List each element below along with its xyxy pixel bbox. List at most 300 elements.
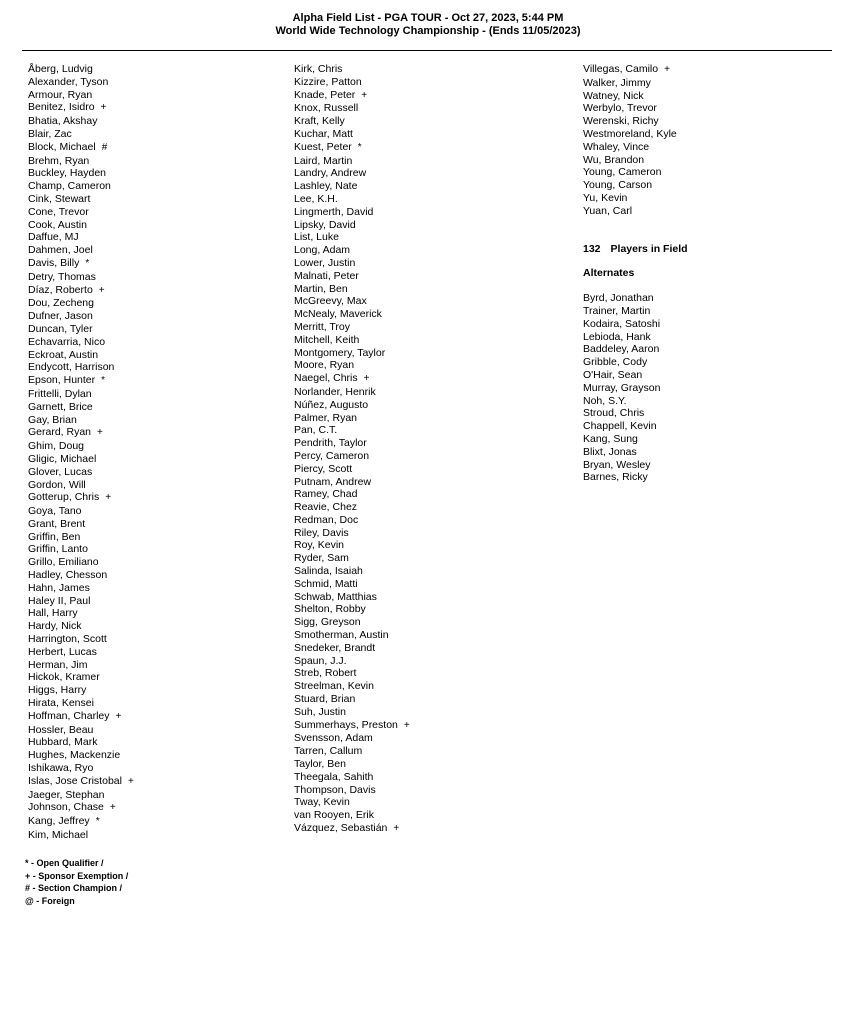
list-item [28, 231, 134, 244]
list-item [294, 128, 410, 141]
players-in-field-label: Players in Field [610, 242, 688, 255]
alternate-item: O'Hair, Sean [583, 368, 643, 381]
player-name: Walker, Jimmy [583, 76, 651, 89]
list-item [294, 308, 410, 321]
list-item [28, 646, 134, 659]
list-item [28, 466, 134, 479]
list-item [294, 732, 410, 745]
player-name: Snedeker, Brandt [294, 641, 376, 654]
player-name: Benitez, Isidro [28, 101, 95, 114]
list-item [28, 167, 134, 180]
entry-status-mark: + [403, 719, 410, 731]
legend-item: @ - Foreign [25, 895, 75, 906]
list-item [28, 244, 134, 257]
player-name: Cone, Trevor [28, 205, 89, 218]
list-item [583, 141, 688, 154]
list-item [28, 155, 134, 168]
header-divider [22, 50, 832, 51]
list-item [294, 219, 410, 232]
list-item [294, 89, 410, 103]
player-name: Percy, Cameron [294, 449, 370, 462]
player-name: Yuan, Carl [583, 204, 633, 217]
player-name: Åberg, Ludvig [28, 63, 93, 75]
list-item [28, 257, 134, 271]
list-item [294, 758, 410, 771]
list-item [294, 167, 410, 180]
player-name: Westmoreland, Kyle [583, 127, 677, 140]
list-item [294, 295, 410, 308]
list-item [28, 724, 134, 737]
alternate-item: Blixt, Jonas [583, 445, 637, 458]
list-item [28, 829, 134, 842]
player-name: Spaun, J.J. [294, 654, 347, 667]
player-name: Naegel, Chris [294, 372, 358, 385]
player-name: Lingmerth, David [294, 205, 374, 218]
list-item [583, 154, 688, 167]
list-item [294, 616, 410, 629]
list-item [294, 501, 410, 514]
player-name: Werbylo, Trevor [583, 102, 657, 115]
player-name: Armour, Ryan [28, 88, 93, 101]
list-item [294, 270, 410, 283]
list-item [294, 578, 410, 591]
player-name: Gay, Brian [28, 413, 77, 426]
player-name: Young, Cameron [583, 166, 662, 179]
list-item [28, 531, 134, 544]
legend-item: # - Section Champion / [25, 883, 123, 893]
player-name: Bhatia, Akshay [28, 115, 98, 128]
player-name: Shelton, Robby [294, 603, 366, 616]
list-item [28, 401, 134, 414]
alternates-heading: Alternates [583, 267, 635, 280]
alternate-item: Noh, S.Y. [583, 394, 627, 407]
entry-status-mark: + [664, 64, 670, 75]
entry-status-mark: # [101, 141, 108, 153]
list-item [294, 347, 410, 360]
list-item [294, 629, 410, 642]
list-item [28, 479, 134, 492]
player-name: Piercy, Scott [294, 462, 353, 475]
list-item [28, 219, 134, 232]
list-item [28, 582, 134, 595]
list-item [28, 710, 134, 724]
list-item [28, 336, 134, 349]
alternate-item: Murray, Grayson [583, 381, 661, 394]
player-name: Gerard, Ryan [28, 426, 92, 439]
list-item [583, 192, 688, 205]
player-name: Griffin, Lanto [28, 543, 88, 556]
list-item [294, 706, 410, 719]
player-name: Tway, Kevin [294, 796, 350, 809]
list-item [294, 552, 410, 565]
player-name: Malnati, Peter [294, 269, 359, 282]
player-name: van Rooyen, Erik [294, 809, 374, 822]
list-item [28, 453, 134, 466]
player-name: Thompson, Davis [294, 783, 376, 796]
player-name: Cink, Stewart [28, 192, 91, 205]
list-item [28, 271, 134, 284]
list-item [294, 450, 410, 463]
player-name: Ryder, Sam [294, 552, 349, 565]
player-name: Hall, Harry [28, 607, 78, 620]
player-column-2 [294, 63, 410, 836]
list-item [583, 166, 688, 179]
list-item [294, 463, 410, 476]
player-name: Kraft, Kelly [294, 115, 345, 128]
player-name: Higgs, Harry [28, 684, 87, 697]
list-item [294, 244, 410, 257]
list-item [294, 334, 410, 347]
list-item [294, 719, 410, 733]
list-item [28, 426, 134, 440]
player-name: Yu, Kevin [583, 191, 628, 204]
player-name: Watney, Nick [583, 89, 644, 102]
player-name: Hoffman, Charley [28, 709, 110, 722]
legend-item: + - Sponsor Exemption / [25, 870, 129, 881]
legend-item: * - Open Qualifier / [25, 858, 104, 868]
list-item [294, 771, 410, 784]
player-name: Grant, Brent [28, 517, 86, 530]
player-name: Svensson, Adam [294, 732, 373, 745]
list-item [28, 310, 134, 323]
list-item [28, 361, 134, 374]
player-name: Goya, Tano [28, 505, 82, 518]
list-item [294, 796, 410, 809]
player-name: Blair, Zac [28, 127, 72, 140]
player-name: Garnett, Brice [28, 400, 93, 413]
player-name: Ramey, Chad [294, 488, 358, 501]
list-item [294, 693, 410, 706]
list-item [294, 514, 410, 527]
list-item [294, 193, 410, 206]
player-name: Kizzire, Patton [294, 75, 362, 88]
players-in-field [583, 243, 688, 256]
player-name: Landry, Andrew [294, 167, 367, 180]
list-item [28, 180, 134, 193]
player-name: Stuard, Brian [294, 693, 356, 706]
alternate-item: Bryan, Wesley [583, 458, 651, 471]
player-name: Eckroat, Austin [28, 348, 99, 361]
header-subtitle: World Wide Technology Championship - (Ends 11/05/2023) [275, 25, 581, 37]
player-name: Redman, Doc [294, 513, 359, 526]
player-column-3 [583, 63, 688, 484]
list-item [28, 141, 134, 155]
legend [25, 857, 128, 907]
player-name: Frittelli, Dylan [28, 387, 92, 400]
list-item [294, 359, 410, 372]
player-name: Schmid, Matti [294, 577, 358, 590]
player-name: Hardy, Nick [28, 620, 82, 633]
player-name: Summerhays, Preston [294, 718, 398, 731]
entry-status-mark: * [85, 257, 90, 269]
player-column-1 [28, 63, 134, 842]
player-name: Streelman, Kevin [294, 680, 374, 693]
list-item [294, 424, 410, 437]
player-name: Duncan, Tyler [28, 322, 93, 335]
list-item [294, 283, 410, 296]
player-name: Kang, Jeffrey [28, 815, 90, 828]
list-item [294, 603, 410, 616]
entry-status-mark: + [361, 89, 368, 101]
list-item [294, 231, 410, 244]
list-item [294, 591, 410, 604]
list-item [294, 539, 410, 552]
list-item [28, 620, 134, 633]
list-item [294, 412, 410, 425]
list-item [28, 671, 134, 684]
entry-status-mark: * [95, 816, 100, 828]
list-item [28, 63, 134, 76]
alternate-item: Barnes, Ricky [583, 471, 648, 484]
player-name: Vázquez, Sebastián [294, 822, 388, 835]
player-name: Kuest, Peter [294, 140, 352, 153]
list-item [28, 518, 134, 531]
player-name: Herman, Jim [28, 658, 88, 671]
player-name: Haley II, Paul [28, 594, 91, 607]
player-name: Lashley, Nate [294, 180, 358, 193]
player-name: Roy, Kevin [294, 539, 344, 552]
player-name: Grillo, Emiliano [28, 556, 99, 569]
list-item [28, 115, 134, 128]
list-item [28, 762, 134, 775]
player-name: Young, Carson [583, 179, 653, 192]
player-name: Herbert, Lucas [28, 645, 97, 658]
list-item [583, 205, 688, 218]
player-name: Block, Michael [28, 140, 96, 153]
player-name: Islas, Jose Cristobal [28, 774, 122, 787]
list-item [28, 206, 134, 219]
player-name: Lower, Justin [294, 256, 356, 269]
list-item [294, 667, 410, 680]
list-item [28, 569, 134, 582]
alternate-item: Stroud, Chris [583, 407, 645, 420]
player-name: Schwab, Matthias [294, 590, 377, 603]
player-name: Palmer, Ryan [294, 411, 358, 424]
player-name: Pan, C.T. [294, 424, 338, 437]
list-item [294, 784, 410, 797]
players-in-field-count: 132 [583, 242, 601, 255]
player-name: Hossler, Beau [28, 723, 94, 736]
list-item [28, 297, 134, 310]
list-item [28, 505, 134, 518]
player-name: Díaz, Roberto [28, 283, 93, 296]
entry-status-mark: + [127, 775, 134, 787]
entry-status-mark: + [98, 284, 105, 296]
list-item [28, 491, 134, 505]
player-name: Hickok, Kramer [28, 671, 100, 684]
list-item [28, 607, 134, 620]
player-name: Werenski, Richy [583, 115, 659, 128]
list-item [294, 527, 410, 540]
player-name: Dou, Zecheng [28, 297, 94, 310]
list-item [28, 89, 134, 102]
list-item [294, 399, 410, 412]
list-item [583, 77, 688, 90]
list-item [28, 556, 134, 569]
player-name: Norlander, Henrik [294, 385, 376, 398]
player-name: Davis, Billy [28, 256, 80, 269]
player-name: Cook, Austin [28, 218, 87, 231]
list-item [583, 90, 688, 103]
player-name: Streb, Robert [294, 667, 357, 680]
player-name: Daffue, MJ [28, 231, 79, 244]
list-item [28, 323, 134, 336]
player-name: Reavie, Chez [294, 501, 358, 514]
player-name: Griffin, Ben [28, 530, 81, 543]
player-name: Brehm, Ryan [28, 154, 90, 167]
alternates-list [583, 292, 688, 484]
player-name: Epson, Hunter [28, 374, 96, 387]
list-item [294, 680, 410, 693]
player-name: Taylor, Ben [294, 758, 346, 771]
player-name: Hubbard, Mark [28, 736, 98, 749]
player-name: Harrington, Scott [28, 633, 107, 646]
player-name: Alexander, Tyson [28, 75, 109, 88]
player-name: Ishikawa, Ryo [28, 762, 94, 775]
entry-status-mark: * [357, 141, 362, 153]
alternate-item: Trainer, Martin [583, 304, 651, 317]
list-item [583, 102, 688, 115]
alternate-item: Kang, Sung [583, 432, 638, 445]
list-item [294, 642, 410, 655]
list-item [28, 543, 134, 556]
player-name: Kirk, Chris [294, 63, 343, 75]
player-name: Mitchell, Keith [294, 333, 360, 346]
player-name: Salinda, Isaiah [294, 565, 363, 578]
list-item [28, 789, 134, 802]
list-item [294, 809, 410, 822]
list-item [583, 63, 688, 77]
player-name: Dahmen, Joel [28, 244, 93, 257]
list-item [28, 414, 134, 427]
player-name: Wu, Brandon [583, 153, 645, 166]
player-name: Dufner, Jason [28, 310, 93, 323]
alternate-item: Kodaira, Satoshi [583, 317, 661, 330]
player-name: Martin, Ben [294, 282, 348, 295]
list-item [583, 179, 688, 192]
list-item [294, 822, 410, 836]
player-name: Montgomery, Taylor [294, 346, 386, 359]
player-name: Jaeger, Stephan [28, 788, 105, 801]
list-item [294, 372, 410, 386]
list-item [28, 374, 134, 388]
player-name: Johnson, Chase [28, 801, 104, 814]
player-name: Long, Adam [294, 244, 351, 257]
player-name: McGreevy, Max [294, 295, 367, 308]
player-name: Echavarria, Nico [28, 335, 106, 348]
player-name: Kim, Michael [28, 829, 89, 842]
player-name: Lipsky, David [294, 218, 356, 231]
alternate-item: Byrd, Jonathan [583, 292, 654, 305]
list-item [294, 155, 410, 168]
list-item [28, 697, 134, 710]
entry-status-mark: + [97, 427, 103, 439]
list-item [294, 437, 410, 450]
list-item [28, 76, 134, 89]
list-item [28, 815, 134, 829]
player-name: Núñez, Augusto [294, 398, 369, 411]
list-item [294, 476, 410, 489]
player-name: Kuchar, Matt [294, 127, 353, 140]
entry-status-mark: + [100, 102, 107, 114]
list-item [28, 684, 134, 697]
list-item [28, 749, 134, 762]
player-name: Buckley, Hayden [28, 167, 107, 180]
list-item [28, 633, 134, 646]
player-name: Gotterup, Chris [28, 491, 100, 504]
list-item [28, 775, 134, 789]
list-item [294, 180, 410, 193]
player-name: Knox, Russell [294, 102, 359, 115]
player-name: Merritt, Troy [294, 320, 351, 333]
alternate-item: Baddeley, Aaron [583, 343, 660, 356]
player-name: Ghim, Doug [28, 440, 85, 453]
list-item [583, 115, 688, 128]
player-name: Putnam, Andrew [294, 475, 372, 488]
list-item [294, 745, 410, 758]
list-item [28, 284, 134, 298]
list-item [28, 595, 134, 608]
alternate-item: Gribble, Cody [583, 356, 648, 369]
player-name: Theegala, Sahith [294, 770, 374, 783]
player-name: Endycott, Harrison [28, 361, 115, 374]
player-name: Gligic, Michael [28, 452, 97, 465]
entry-status-mark: + [363, 373, 370, 385]
player-name: McNealy, Maverick [294, 308, 382, 321]
list-item [294, 206, 410, 219]
player-name: Moore, Ryan [294, 359, 355, 372]
player-name: Knade, Peter [294, 88, 356, 101]
list-item [294, 488, 410, 501]
list-item [294, 655, 410, 668]
list-item [28, 128, 134, 141]
player-name: Detry, Thomas [28, 270, 96, 283]
player-name: Tarren, Callum [294, 745, 363, 758]
list-item [294, 565, 410, 578]
player-name: Villegas, Camilo [583, 63, 659, 75]
list-item [583, 128, 688, 141]
entry-status-mark: + [109, 802, 116, 814]
document-header [0, 12, 856, 38]
list-item [28, 101, 134, 115]
player-name: Lee, K.H. [294, 192, 338, 205]
list-item [294, 102, 410, 115]
player-name: Suh, Justin [294, 705, 346, 718]
list-item [28, 801, 134, 815]
player-name: Sigg, Greyson [294, 616, 361, 629]
entry-status-mark: * [101, 375, 106, 387]
player-name: Hahn, James [28, 581, 90, 594]
list-item [294, 321, 410, 334]
player-name: Hadley, Chesson [28, 569, 108, 582]
player-name: Gordon, Will [28, 478, 86, 491]
list-item [294, 63, 410, 76]
list-item [294, 257, 410, 270]
alternate-item: Lebioda, Hank [583, 330, 651, 343]
player-name: Pendrith, Taylor [294, 437, 367, 450]
player-name: Whaley, Vince [583, 140, 650, 153]
player-name: List, Luke [294, 231, 339, 244]
entry-status-mark: + [393, 823, 400, 835]
player-name: Smotherman, Austin [294, 629, 389, 642]
list-item [294, 386, 410, 399]
player-name: Glover, Lucas [28, 465, 93, 478]
list-item [294, 76, 410, 89]
player-name: Hirata, Kensei [28, 697, 94, 710]
list-item [28, 659, 134, 672]
list-item [28, 388, 134, 401]
list-item [28, 193, 134, 206]
